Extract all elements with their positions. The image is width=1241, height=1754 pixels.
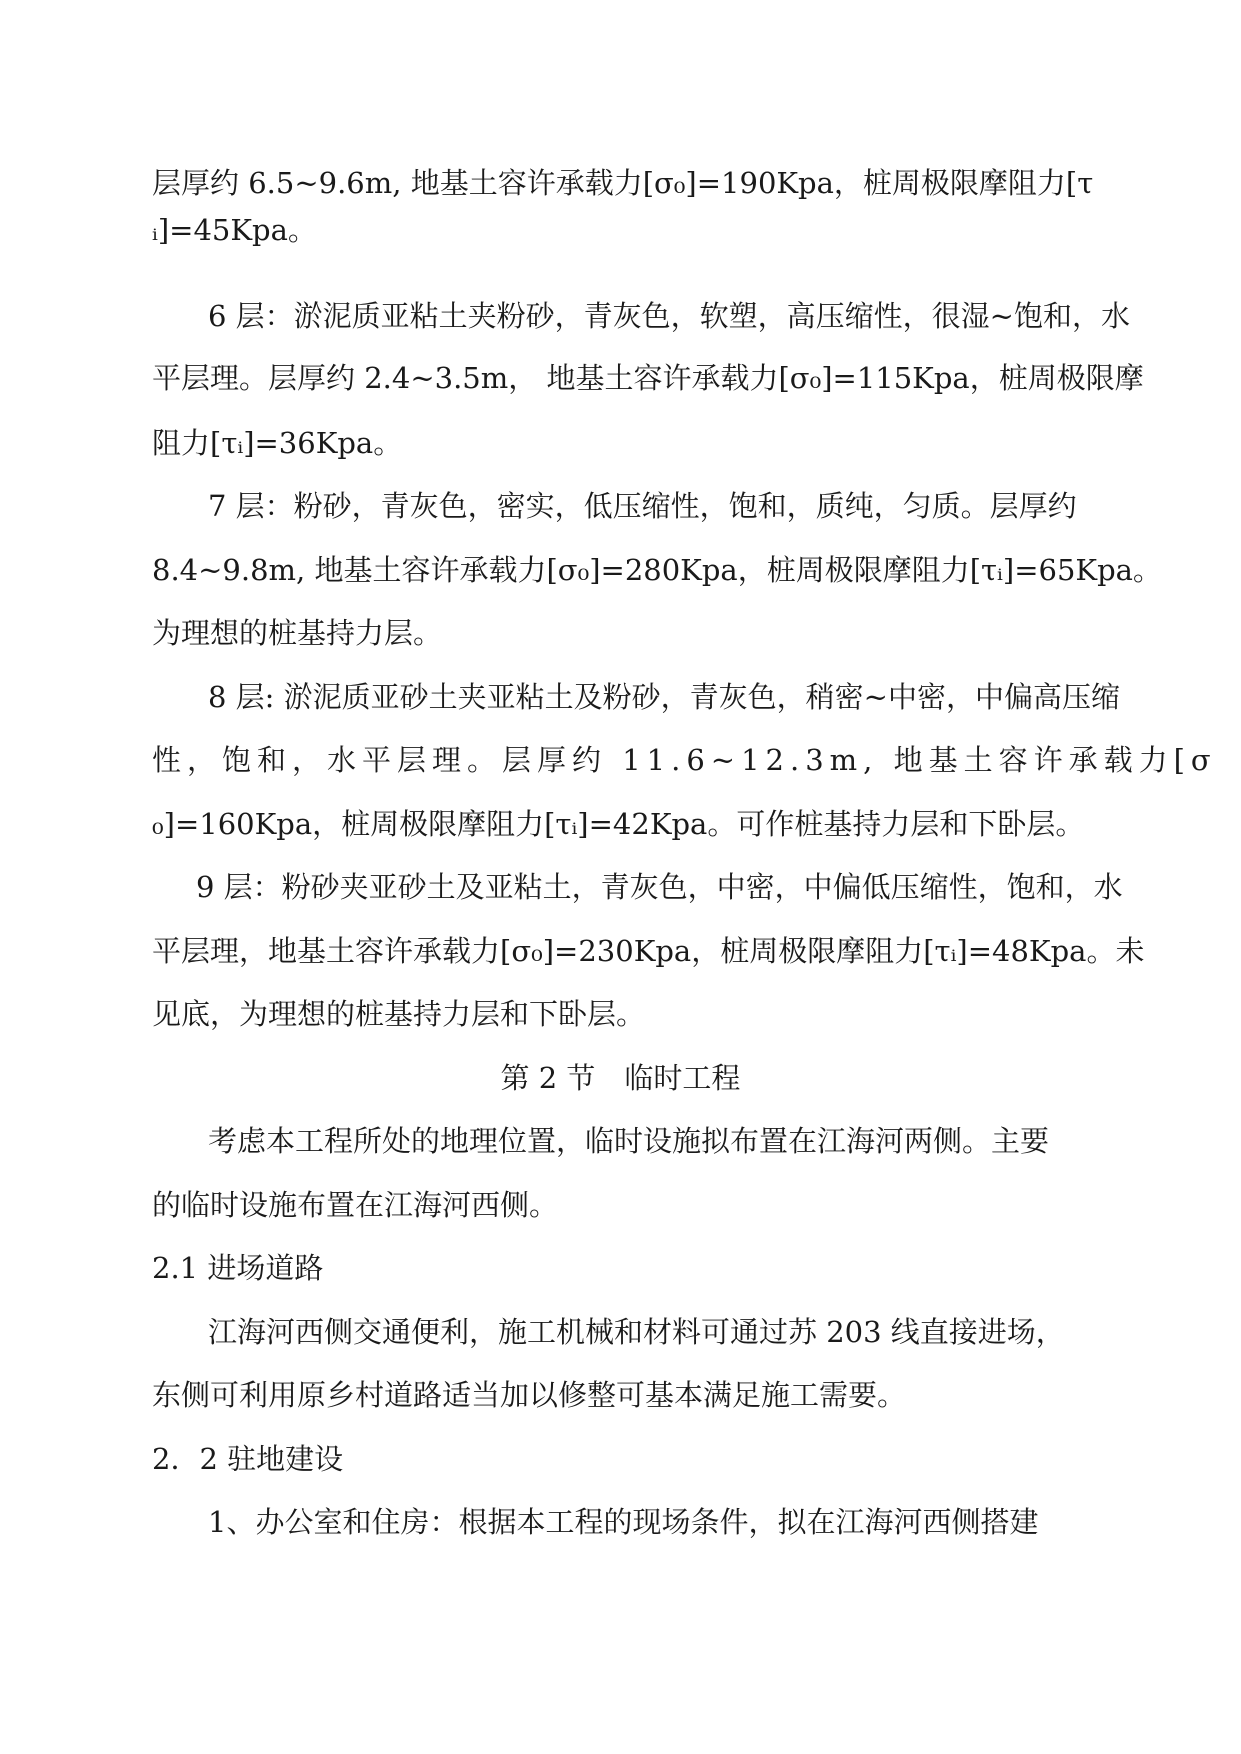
subsection-heading-2-1: 2.1 进场道路	[152, 1251, 324, 1285]
text-line-2: ᵢ]=45Kpa。	[152, 213, 317, 247]
text-line-19: 江海河西侧交通便利，施工机械和材料可通过苏 203 线直接进场，	[208, 1315, 1065, 1349]
text-line-8: 为理想的桩基持力层。	[152, 616, 443, 650]
text-line-4: 平层理。层厚约 2.4~3.5m， 地基土容许承载力[σ₀]=115Kpa，桩周极限摩	[152, 361, 1144, 395]
text-line-12: 9 层：粉砂夹亚砂土及亚粘土，青灰色，中密，中偏低压缩性，饱和，水	[196, 870, 1123, 904]
text-line-16: 考虑本工程所处的地理位置，临时设施拟布置在江海河两侧。主要	[208, 1124, 1050, 1158]
text-line-10: 性，饱和，水平层理。层厚约 11.6~12.3m, 地基土容许承载力[σ	[152, 743, 1217, 777]
text-line-17: 的临时设施布置在江海河西侧。	[152, 1188, 559, 1222]
text-line-20: 东侧可利用原乡村道路适当加以修整可基本满足施工需要。	[152, 1378, 907, 1412]
text-line-1: 层厚约 6.5~9.6m, 地基土容许承载力[σ₀]=190Kpa，桩周极限摩阻力[τ	[152, 166, 1094, 200]
text-line-3: 6 层：淤泥质亚粘土夹粉砂，青灰色，软塑，高压缩性，很湿~饱和，水	[208, 299, 1130, 333]
text-line-7: 8.4~9.8m, 地基土容许承载力[σ₀]=280Kpa，桩周极限摩阻力[τᵢ]=65Kpa。	[152, 553, 1162, 587]
text-line-22: 1、办公室和住房：根据本工程的现场条件，拟在江海河西侧搭建	[208, 1505, 1039, 1539]
text-line-11: ₀]=160Kpa，桩周极限摩阻力[τᵢ]=42Kpa。可作桩基持力层和下卧层。	[152, 807, 1085, 841]
section-heading: 第 2 节 临时工程	[500, 1061, 741, 1095]
subsection-heading-2-2: 2．2 驻地建设	[152, 1442, 344, 1476]
text-line-13: 平层理，地基土容许承载力[σ₀]=230Kpa，桩周极限摩阻力[τᵢ]=48Kpa。未	[152, 934, 1145, 968]
text-line-14: 见底，为理想的桩基持力层和下卧层。	[152, 997, 646, 1031]
text-line-6: 7 层：粉砂，青灰色，密实，低压缩性，饱和，质纯，匀质。层厚约	[208, 489, 1077, 523]
text-line-9: 8 层: 淤泥质亚砂土夹亚粘土及粉砂，青灰色，稍密~中密，中偏高压缩	[208, 680, 1120, 714]
text-line-5: 阻力[τᵢ]=36Kpa。	[152, 426, 403, 460]
